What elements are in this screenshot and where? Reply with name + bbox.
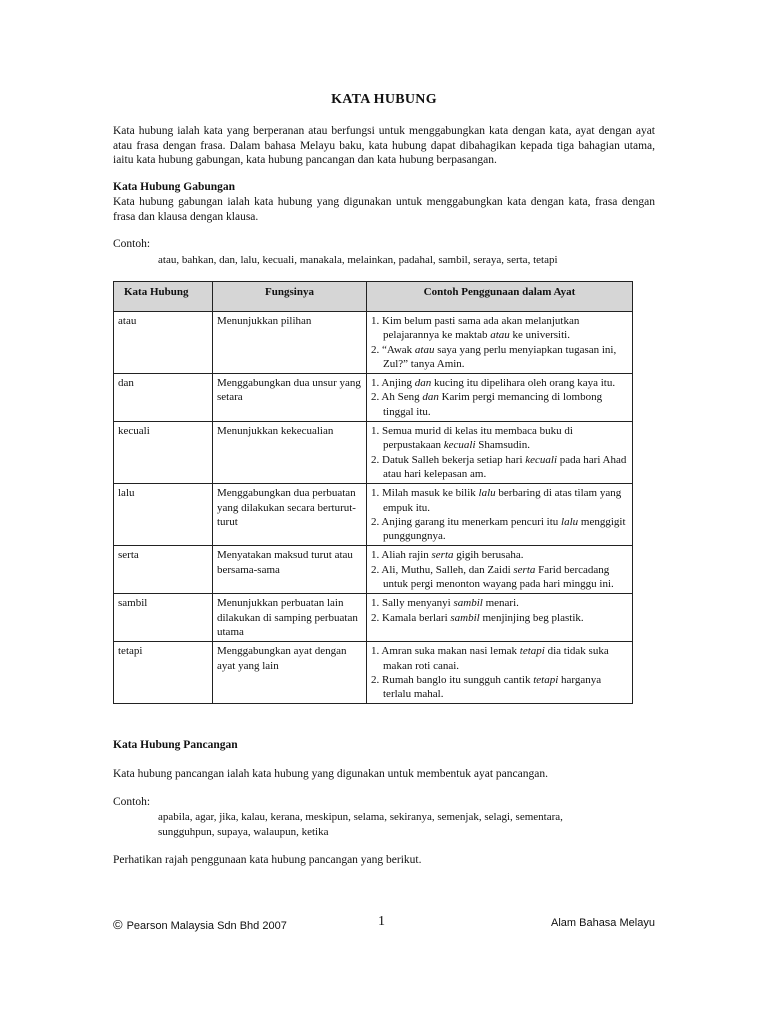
example-sentence [371, 486, 628, 515]
page-title: KATA HUBUNG [331, 92, 437, 107]
example-number: 2. [371, 673, 380, 686]
pancangan-contoh-label: Contoh: [113, 796, 151, 808]
header-kata-hubung: Kata Hubung [114, 282, 213, 312]
example-text: Ali, Muthu, Salleh, dan Zaidi [381, 563, 514, 576]
cell-contoh [367, 594, 633, 642]
example-sentence [371, 376, 628, 390]
pancangan-definition: Kata hubung pancangan ialah kata hubung yang digunakan untuk membentuk ayat pancangan. [113, 768, 548, 780]
example-sentence [371, 343, 628, 372]
intro-paragraph: Kata hubung ialah kata yang berperanan atau berfungsi untuk menggabungkan kata dengan kata, ayat dengan ayat atau frasa dengan frasa. Dalam bahasa Melayu baku, kata hubung dapat dibahagikan kepada tiga bahagian utama, iaitu kata hubung gabungan, kata hubung pancangan dan kata hubung berpasangan. [113, 125, 655, 166]
table-row [114, 484, 633, 546]
pancangan-contoh-line1: apabila, agar, jika, kalau, kerana, meskipun, selama, sekiranya, semenjak, selagi, sementara, [158, 811, 563, 823]
example-number: 2. [371, 391, 380, 404]
cell-kata-hubung: serta [114, 546, 213, 594]
example-conjunction: dan [414, 377, 432, 390]
example-text: Karim pergi memancing di lombong tinggal itu. [383, 391, 603, 418]
example-conjunction: tetapi [533, 673, 559, 686]
example-sentence [371, 515, 628, 544]
example-sentence [371, 644, 628, 673]
example-text: Aliah rajin [381, 549, 432, 562]
cell-kata-hubung: sambil [114, 594, 213, 642]
example-text: harganya terlalu mahal. [383, 673, 602, 701]
example-sentence [371, 314, 628, 343]
example-text: berbaring di atas tilam yang empuk itu. [383, 487, 622, 514]
example-text: menggigit punggungnya. [383, 515, 626, 543]
example-text: kucing itu dipelihara oleh orang kaya itu. [431, 377, 616, 390]
table-row [114, 642, 633, 704]
example-conjunction: lalu [561, 515, 579, 528]
cell-fungsinya: Menunjukkan pilihan [213, 312, 367, 374]
cell-contoh [367, 642, 633, 704]
cell-kata-hubung: dan [114, 374, 213, 422]
example-conjunction: serta [513, 563, 536, 576]
kata-hubung-table [113, 281, 633, 704]
example-text: “Awak [382, 343, 415, 356]
example-conjunction: sambil [453, 597, 483, 610]
example-conjunction: atau [490, 329, 510, 342]
example-number: 1. [371, 645, 380, 658]
table-body [114, 312, 633, 704]
example-sentence [371, 548, 628, 562]
example-text: Farid bercadang untuk pergi menonton wayang pada hari minggu ini. [383, 563, 614, 591]
example-text: Milah masuk ke bilik [382, 487, 479, 500]
example-text: Kim belum pasti sama ada akan melanjutkan pelajarannya ke maktab [382, 315, 580, 342]
gabungan-contoh-label: Contoh: [113, 238, 151, 250]
example-text: Kamala berlari [382, 611, 451, 624]
example-conjunction: dan [422, 391, 439, 404]
example-number: 1. [371, 425, 380, 438]
example-number: 1. [371, 597, 380, 610]
cell-contoh [367, 422, 633, 484]
example-text: saya yang perlu menyiapkan tugasan ini, Zul?” tanya Amin. [383, 343, 617, 370]
cell-kata-hubung: lalu [114, 484, 213, 546]
example-text: Datuk Salleh bekerja setiap hari [382, 453, 526, 466]
example-number: 1. [371, 487, 380, 500]
cell-fungsinya: Menunjukkan perbuatan lain dilakukan di samping perbuatan utama [213, 594, 367, 642]
example-text: menari. [482, 597, 519, 610]
example-sentence [371, 563, 628, 592]
example-text: pada hari Ahad atau hari kelepasan am. [383, 453, 627, 480]
example-text: Shamsudin. [475, 439, 530, 452]
example-conjunction: kecuali [525, 453, 558, 466]
example-number: 2. [371, 515, 380, 528]
cell-fungsinya: Menggabungkan dua perbuatan yang dilakukan secara berturut-turut [213, 484, 367, 546]
example-text: Ah Seng [381, 391, 423, 404]
example-text: Amran suka makan nasi lemak [381, 645, 520, 658]
footer-book-title: Alam Bahasa Melayu [551, 917, 655, 929]
footer-copyright [113, 917, 287, 932]
example-text: Semua murid di kelas itu membaca buku di perpustakaan [382, 425, 573, 452]
footer-publisher: Pearson Malaysia Sdn Bhd 2007 [126, 920, 287, 932]
example-text: Anjing garang itu menerkam pencuri itu [381, 515, 562, 528]
cell-contoh [367, 312, 633, 374]
table-row [114, 374, 633, 422]
cell-fungsinya: Menyatakan maksud turut atau bersama-sama [213, 546, 367, 594]
example-sentence [371, 390, 628, 419]
example-conjunction: lalu [478, 487, 496, 500]
example-conjunction: kecuali [443, 439, 476, 452]
table-row [114, 594, 633, 642]
cell-kata-hubung: kecuali [114, 422, 213, 484]
example-number: 2. [371, 343, 380, 356]
cell-fungsinya: Menunjukkan kekecualian [213, 422, 367, 484]
gabungan-heading: Kata Hubung Gabungan [113, 181, 236, 193]
example-sentence [371, 453, 628, 482]
pancangan-note: Perhatikan rajah penggunaan kata hubung pancangan yang berikut. [113, 854, 422, 866]
example-text: Rumah banglo itu sungguh cantik [382, 673, 534, 686]
example-text: menjinjing beg plastik. [479, 611, 584, 624]
copyright-icon: © [113, 917, 123, 932]
table-row [114, 422, 633, 484]
pancangan-contoh-line2: sungguhpun, supaya, walaupun, ketika [158, 826, 329, 838]
example-number: 1. [371, 315, 380, 327]
cell-contoh [367, 546, 633, 594]
table-row [114, 546, 633, 594]
cell-kata-hubung: atau [114, 312, 213, 374]
example-text: Anjing [381, 377, 415, 390]
cell-contoh [367, 374, 633, 422]
header-contoh: Contoh Penggunaan dalam Ayat [367, 282, 633, 312]
table-header-row [114, 282, 633, 312]
example-sentence [371, 596, 628, 610]
example-sentence [371, 611, 628, 625]
example-text: Sally menyanyi [382, 597, 454, 610]
example-number: 2. [371, 563, 380, 576]
example-sentence [371, 673, 628, 702]
example-number: 2. [371, 453, 380, 466]
cell-fungsinya: Menggabungkan ayat dengan ayat yang lain [213, 642, 367, 704]
example-text: dia tidak suka makan roti canai. [383, 645, 609, 672]
example-number: 1. [371, 377, 380, 390]
page-number: 1 [378, 914, 385, 929]
example-conjunction: tetapi [519, 645, 545, 658]
example-sentence [371, 424, 628, 453]
example-conjunction: sambil [450, 611, 480, 624]
gabungan-definition: Kata hubung gabungan ialah kata hubung yang digunakan untuk menggabungkan kata dengan kata, frasa dengan frasa dan klausa dengan klausa. [113, 196, 655, 223]
example-number: 1. [371, 549, 380, 562]
example-number: 2. [371, 611, 380, 624]
cell-contoh [367, 484, 633, 546]
example-conjunction: serta [431, 549, 454, 562]
header-fungsinya: Fungsinya [213, 282, 367, 312]
cell-fungsinya: Menggabungkan dua unsur yang setara [213, 374, 367, 422]
example-text: gigih berusaha. [453, 549, 524, 562]
gabungan-contoh-list: atau, bahkan, dan, lalu, kecuali, manakala, melainkan, padahal, sambil, seraya, serta, tetapi [158, 254, 558, 266]
cell-kata-hubung: tetapi [114, 642, 213, 704]
example-conjunction: atau [414, 343, 435, 356]
table-row [114, 312, 633, 374]
example-text: ke universiti. [509, 329, 570, 342]
pancangan-heading: Kata Hubung Pancangan [113, 739, 238, 751]
